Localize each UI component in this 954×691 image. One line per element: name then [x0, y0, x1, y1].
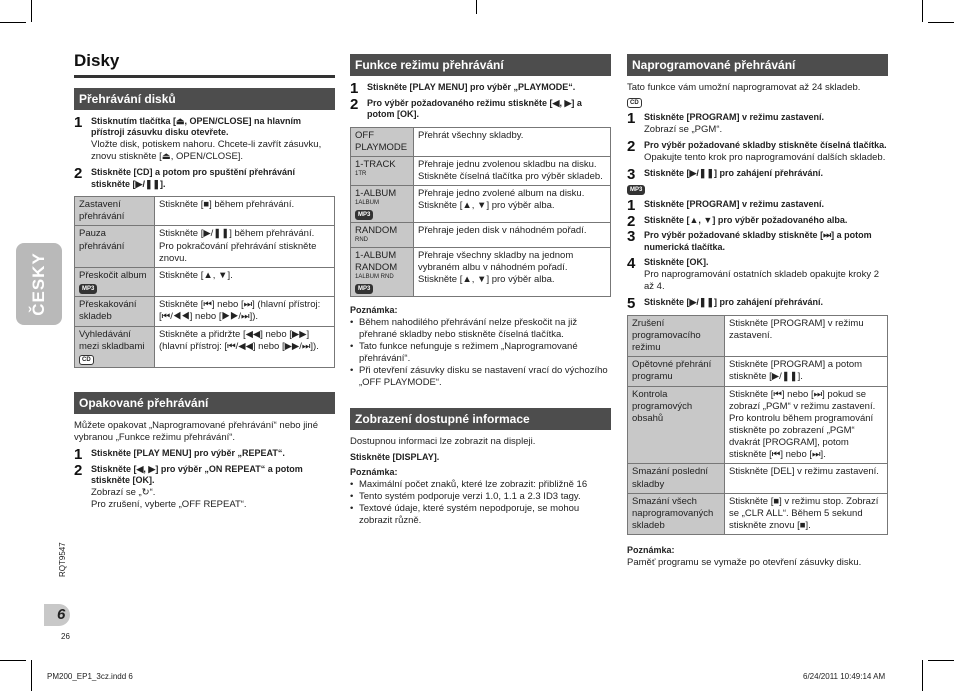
step-number: 2 [74, 165, 83, 183]
list-item: • Tento systém podporuje verzi 1.0, 1.1 a 2.3 ID3 tagy. [350, 491, 611, 503]
table-key: OFF PLAYMODE [351, 127, 414, 156]
table-value: Stiskněte [PROGRAM] v režimu zastavení. [725, 315, 888, 356]
section-intro: Tato funkce vám umožní naprogramovat až 24 skladeb. [627, 82, 861, 93]
table-value: Stiskněte [▲, ▼]. [155, 267, 335, 296]
crop-mark [928, 660, 954, 661]
cd-badge: CD [627, 98, 642, 108]
crop-mark [928, 22, 954, 23]
step-note: Zobrazí se „PGM“. [644, 123, 723, 135]
table-key: 1-TRACK [355, 158, 396, 170]
step-instruction: Stiskněte [◀, ▶] pro výběr „ON REPEAT“ a potom stiskněte [OK]. [91, 463, 303, 486]
display-code: RND [355, 237, 368, 244]
table-row [351, 156, 611, 185]
section-header: Naprogramované přehrávání [627, 54, 888, 76]
step [350, 80, 611, 97]
step-number: 3 [627, 228, 636, 246]
step-instruction: Stiskněte [▶/❚❚] pro zahájení přehrávání. [644, 297, 824, 308]
step-number: 2 [74, 461, 83, 479]
table-value: Stiskněte [⏮] nebo [⏭] (hlavní přístroj: [⏮/◀◀] nebo [▶▶/⏭]). [155, 297, 335, 326]
step-note: Opakujte tento krok pro naprogramování dalších skladeb. [644, 151, 886, 163]
note-list [350, 479, 611, 528]
step [627, 165, 888, 183]
table-key: Zastavení přehrávání [75, 197, 155, 226]
section-intro: Dostupnou informaci lze zobrazit na displeji. [350, 435, 536, 447]
table-row [628, 315, 888, 356]
display-code: 1ALBUM RND [355, 274, 394, 281]
step [627, 257, 888, 293]
table-value: Přehrát všechny skladby. [414, 127, 611, 156]
table-row [628, 357, 888, 386]
table-key-cell [75, 326, 155, 367]
footer-timestamp: 6/24/2011 10:49:14 AM [803, 672, 886, 681]
step-instruction: Stiskněte [CD] a potom pro spuštění přehrávání stiskněte [▶/❚❚]. [91, 167, 296, 189]
step-note: Vložte disk, potiskem nahoru. Chcete-li zavřít zásuvku, znovu stiskněte [⏏, OPEN/CLOSE]. [91, 138, 322, 162]
step [627, 212, 888, 230]
step [627, 112, 888, 136]
step-instruction: Pro výběr požadované skladby stiskněte číselná tlačítka. [644, 139, 887, 150]
list-item: • Při otevření zásuvky disku se nastavení vrací do výchozího „OFF PLAYMODE“. [350, 365, 611, 389]
table-row [75, 297, 335, 326]
mp3-badge: MP3 [627, 185, 645, 195]
crop-mark [922, 0, 923, 22]
step [74, 167, 335, 190]
step-number: 1 [350, 80, 359, 97]
instruction: Stiskněte [DISPLAY]. [350, 451, 440, 462]
table-key: Opětovné přehrání programu [628, 357, 725, 386]
page-number: 6 [57, 606, 66, 623]
section-intro: Můžete opakovat „Naprogramované přehrávání“ nebo jiné vybranou „Funkce režimu přehrávání“. [74, 420, 318, 444]
crop-mark [0, 22, 26, 23]
note-list [350, 317, 611, 390]
badge-row [627, 96, 888, 108]
table-key-cell [351, 223, 414, 248]
step-number: 1 [74, 113, 83, 131]
table-value: Stiskněte [DEL] v režimu zastavení. [725, 464, 888, 493]
step-instruction: Pro výběr požadovaného režimu stiskněte [◀, ▶] a potom [OK]. [367, 97, 582, 120]
list-item: • Textové údaje, které systém nepodporuje, se mohou zobrazit různě. [350, 503, 611, 527]
step-instruction: Stiskněte [PLAY MENU] pro výběr „REPEAT“. [91, 448, 285, 459]
table-value: Stiskněte [▶/❚❚] během přehrávání. Pro pokračování přehrávání stiskněte znovu. [155, 226, 335, 267]
model-code: RQT9547 [58, 542, 67, 577]
footer-file: PM200_EP1_3cz.indd 6 [47, 672, 133, 681]
step-instruction: Stiskněte [PLAY MENU] pro výběr „PLAYMODE“. [367, 82, 576, 92]
step-number: 4 [627, 255, 636, 273]
step-note: Zobrazí se „↻“. [91, 486, 156, 498]
step-number: 1 [74, 446, 83, 464]
step-number: 1 [627, 197, 636, 215]
playmode-table [350, 127, 611, 298]
table-key: Pauza přehrávání [75, 226, 155, 267]
cd-badge: CD [79, 355, 94, 365]
list-item: • Maximální počet znaků, které lze zobrazit: přibližně 16 [350, 479, 611, 491]
note-heading: Poznámka: [350, 467, 398, 478]
program-table [627, 315, 888, 536]
step-note: Pro naprogramování ostatních skladeb opakujte kroky 2 až 4. [644, 268, 879, 293]
table-value: Stiskněte a přidržte [◀◀] nebo [▶▶] (hlavní přístroj: [⏮/◀◀] nebo [▶▶/⏭]). [155, 326, 335, 367]
step [74, 113, 335, 163]
step [627, 137, 888, 164]
crop-mark [0, 660, 26, 661]
table-row [351, 223, 611, 248]
step-instruction: Stiskněte [▲, ▼] pro výběr požadovaného alba. [644, 214, 848, 225]
step-number: 2 [350, 95, 359, 113]
table-value: Přehraje jedno zvolené album na disku. Stiskněte [▲, ▼] pro výběr alba. [414, 186, 611, 223]
table-key: Kontrola programových obsahů [628, 386, 725, 464]
step-number: 5 [627, 295, 636, 313]
table-row [351, 186, 611, 223]
language-tab [16, 243, 62, 325]
table-key: Přeskakování skladeb [75, 297, 155, 326]
step-number: 1 [627, 110, 636, 128]
section-header: Funkce režimu přehrávání [350, 54, 611, 76]
mp3-badge: MP3 [355, 210, 373, 220]
table-value: Stiskněte [■] v režimu stop. Zobrazí se „CLR ALL“. Během 5 sekund stiskněte znovu [■]. [725, 493, 888, 534]
table-value: Stiskněte [⏮] nebo [⏭] pokud se zobrazí „PGM“ v režimu zastavení. Pro kontrolu během programování stiskněte po zobrazení „PGM“ dvakrát [PROGRAM], potom stiskněte [⏮] nebo [⏭]. [725, 386, 888, 464]
step-instruction: Pro výběr požadované skladby stiskněte [⏭] a potom numerická tlačítka. [644, 230, 872, 252]
page-title: Disky [74, 50, 335, 78]
step [627, 197, 888, 215]
crop-mark [922, 660, 923, 691]
table-row [628, 386, 888, 464]
column-2 [350, 54, 611, 527]
crop-mark [476, 0, 477, 14]
list-item: • Tato funkce nefunguje s režimem „Naprogramované přehrávání“. [350, 341, 611, 365]
table-row [75, 326, 335, 367]
display-code: 1TR [355, 171, 367, 178]
step-instruction: Stiskněte [OK]. [644, 257, 709, 268]
table-key: 1-ALBUM [355, 188, 397, 200]
table-row [75, 226, 335, 267]
table-value: Přehraje jeden disk v náhodném pořadí. [414, 223, 611, 248]
table-key-cell [75, 267, 155, 296]
step [627, 295, 888, 313]
note-heading: Poznámka: [350, 305, 398, 316]
table-key-cell [351, 156, 414, 185]
table-value: Stiskněte [PROGRAM] a potom stiskněte [▶/❚❚]. [725, 357, 888, 386]
table-key: Smazání poslední skladby [628, 464, 725, 493]
table-row [75, 267, 335, 296]
note-text: Paměť programu se vymaže po otevření zásuvky disku. [627, 556, 862, 568]
table-row [351, 247, 611, 296]
step [350, 95, 611, 121]
table-key: Vyhledávání mezi skladbami [79, 328, 145, 352]
column-1 [74, 50, 335, 515]
step-instruction: Stisknutím tlačítka [⏏, OPEN/CLOSE] na hlavním přístroji zásuvku disku otevřete. [91, 115, 302, 138]
step-number: 3 [627, 165, 636, 183]
step [74, 461, 335, 511]
badge-row [627, 183, 888, 195]
language-label: ČESKY [29, 252, 49, 316]
display-code: 1ALBUM [355, 200, 380, 207]
table-key-cell [351, 247, 414, 296]
table-row [351, 127, 611, 156]
step-instruction: Stiskněte [▶/❚❚] pro zahájení přehrávání. [644, 167, 824, 178]
table-value: Stiskněte [■] během přehrávání. [155, 197, 335, 226]
page-number-small: 26 [61, 632, 70, 641]
table-value: Přehraje všechny skladby na jednom vybraném albu v náhodném pořadí. Stiskněte [▲, ▼] pro výběr alba. [414, 247, 611, 296]
table-value: Přehraje jednu zvolenou skladbu na disku. Stiskněte číselná tlačítka pro výběr skladeb. [414, 156, 611, 185]
table-key: RANDOM [355, 225, 398, 237]
step-note: Pro zrušení, vyberte „OFF REPEAT“. [91, 499, 247, 511]
crop-mark [31, 660, 32, 691]
step [627, 230, 888, 253]
step-instruction: Stiskněte [PROGRAM] v režimu zastavení. [644, 199, 825, 210]
section-header: Opakované přehrávání [74, 392, 335, 414]
column-3 [627, 54, 888, 569]
table-key-cell [351, 186, 414, 223]
table-key: Zrušení programovacího režimu [628, 315, 725, 356]
step [74, 446, 335, 464]
note-heading: Poznámka: [627, 545, 675, 556]
table-key: Přeskočit album [79, 269, 147, 281]
section-header: Přehrávání disků [74, 88, 335, 110]
page-number-badge [44, 604, 70, 626]
operations-table [74, 196, 335, 368]
table-key: Smazání všech naprogramovaných skladeb [628, 493, 725, 534]
section-header: Zobrazení dostupné informace [350, 408, 611, 430]
mp3-badge: MP3 [355, 284, 373, 294]
table-row [628, 464, 888, 493]
step-number: 2 [627, 212, 636, 230]
list-item: • Během nahodilého přehrávání nelze přeskočit na již přehrané skladby nebo stiskněte číselná tlačítka. [350, 317, 611, 341]
step-instruction: Stiskněte [PROGRAM] v režimu zastavení. [644, 112, 825, 123]
table-key: 1-ALBUM RANDOM [355, 249, 398, 274]
table-row [628, 493, 888, 534]
table-row [75, 197, 335, 226]
crop-mark [31, 0, 32, 22]
step-number: 2 [627, 137, 636, 155]
mp3-badge: MP3 [79, 284, 97, 294]
